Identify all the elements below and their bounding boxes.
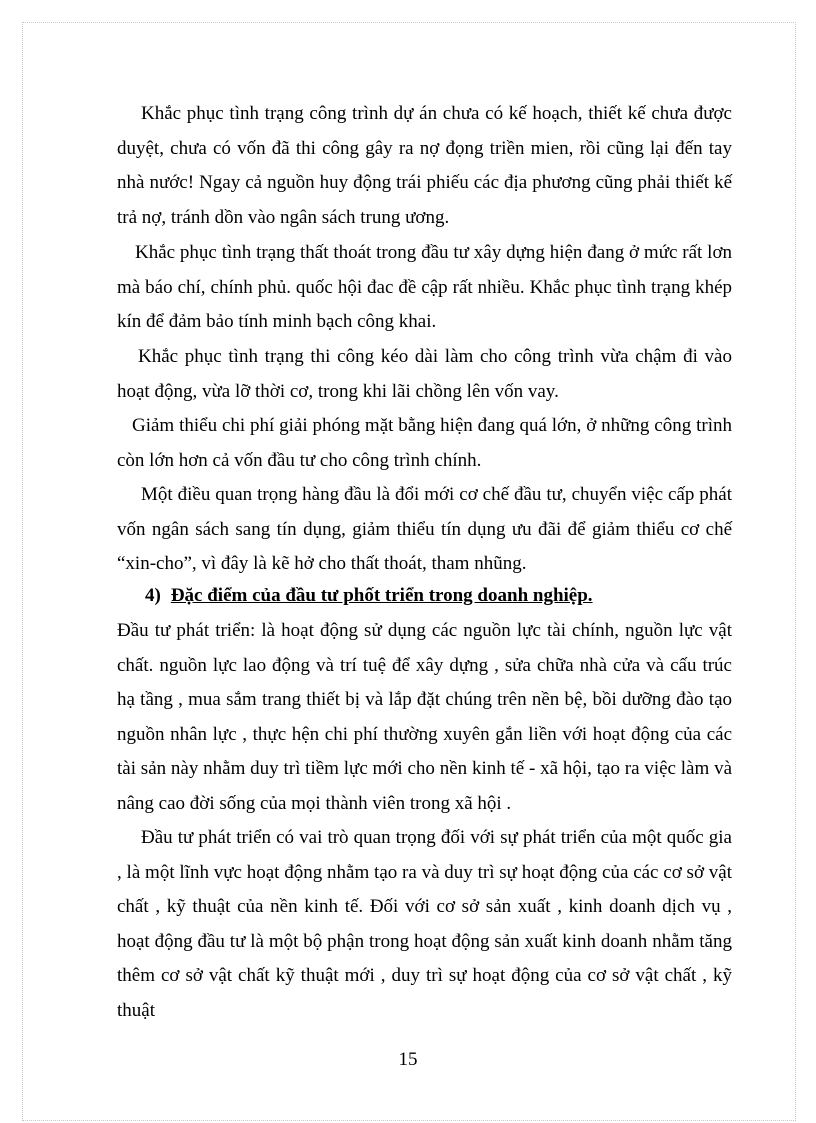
section-title: Đặc điểm của đầu tư phốt triển trong doanh nghiệp. bbox=[170, 585, 593, 606]
paragraph-5: Một điều quan trọng hàng đầu là đổi mới cơ chế đầu tư, chuyển việc cấp phát vốn ngân sách sang tín dụng, giảm thiểu tín dụng ưu đãi để giảm thiểu cơ chế “xin-cho”, vì đây là kẽ hở cho thất thoát, tham nhũng. bbox=[117, 484, 732, 575]
paragraph-4: Giảm thiểu chi phí giải phóng mặt bằng hiện đang quá lớn, ở những công trình còn lớn hơn cả vốn đầu tư cho công trình chính. bbox=[117, 415, 732, 471]
section-number: 4) bbox=[145, 585, 161, 606]
paragraph-1: Khắc phục tình trạng công trình dự án chưa có kế hoạch, thiết kế chưa được duyệt, chưa có vốn đã thi công gây ra nợ đọng triền mien, rồi cũng lại đến tay nhà nước! Ngay cả nguồn huy động trái phiếu các địa phương cũng phải thiết kế trả nợ, tránh dồn vào ngân sách trung ương. bbox=[117, 103, 732, 228]
paragraph-2: Khắc phục tình trạng thất thoát trong đầu tư xây dựng hiện đang ở mức rất lơn mà báo chí, chính phủ. quốc hội đac đề cập rất nhiều. Khắc phục tình trạng khép kín để đảm bảo tính minh bạch công khai. bbox=[117, 242, 732, 333]
paragraph-7: Đầu tư phát triển có vai trò quan trọng đối với sự phát triển của một quốc gia , là một lĩnh vực hoạt động nhằm tạo ra và duy trì sự hoạt động của các cơ sở vật chất , kỹ thuật của nền kinh tế. Đối với cơ sở sản xuất , kinh doanh dịch vụ , hoạt động đầu tư là một bộ phận trong hoạt động sản xuất kinh doanh nhằm tăng thêm cơ sở vật chất kỹ thuật mới , duy trì sự hoạt động của cơ sở vật chất , kỹ thuật bbox=[117, 827, 732, 1021]
section-heading bbox=[145, 582, 593, 610]
page-number: 15 bbox=[398, 1049, 418, 1070]
paragraph-6: Đầu tư phát triển: là hoạt động sử dụng các nguồn lực tài chính, nguồn lực vật chất. nguồn lực lao động và trí tuệ để xây dựng , sửa chữa nhà cửa và cấu trúc hạ tầng , mua sắm trang thiết bị và lắp đặt chúng trên nền bệ, bồi dưỡng đào tạo nguồn nhân lực , thực hện chi phí thường xuyên gắn liền với hoạt động của các tài sản này nhằm duy trì tiềm lực mới cho nền kinh tế - xã hội, tạo ra việc làm và nâng cao đời sống của mọi thành viên trong xã hội . bbox=[117, 620, 732, 814]
paragraph-3: Khắc phục tình trạng thi công kéo dài làm cho công trình vừa chậm đi vào hoạt động, vừa lỡ thời cơ, trong khi lãi chồng lên vốn vay. bbox=[117, 346, 732, 402]
